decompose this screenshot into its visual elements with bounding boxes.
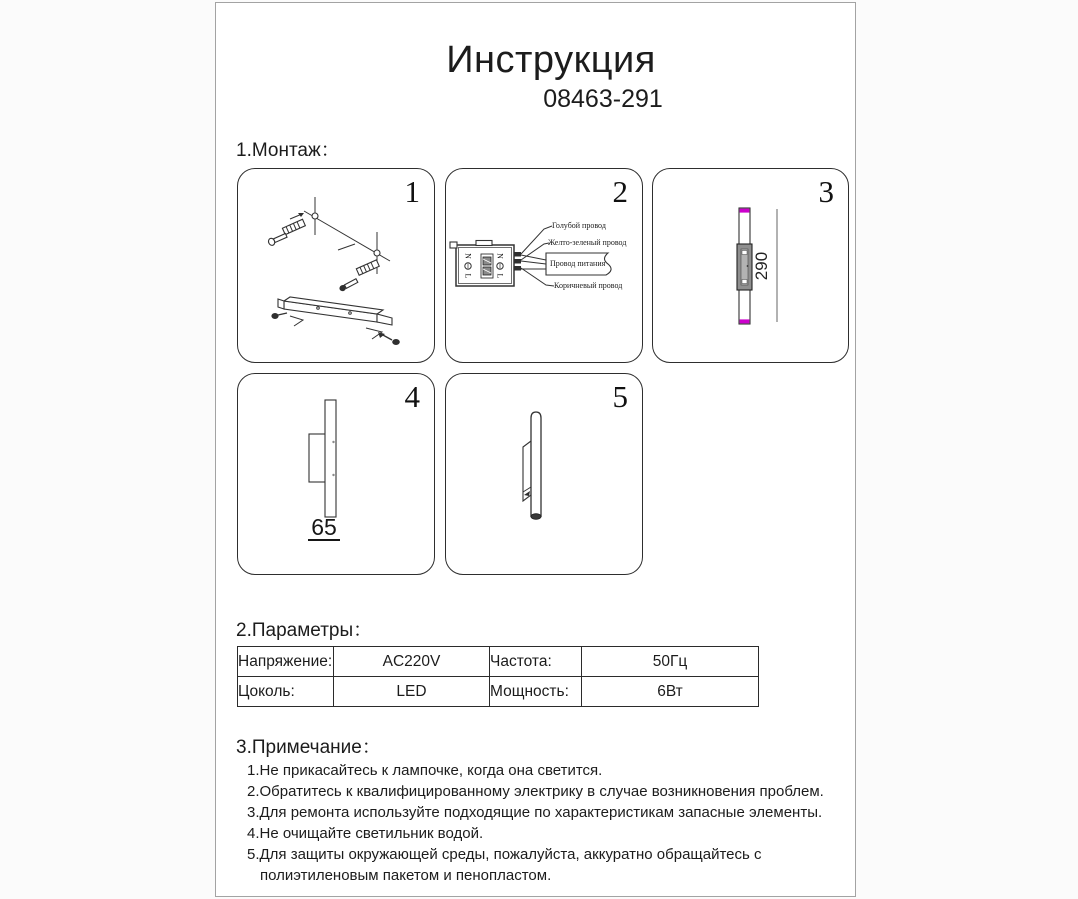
note-item: 1.Не прикасайтесь к лампочке, когда она светится.: [247, 762, 603, 779]
panel-assembled-step5: [445, 373, 643, 575]
dimension-65: 65: [308, 515, 340, 541]
notes-list: [247, 760, 832, 886]
panel-number: 2: [612, 174, 628, 209]
dimension-290: 290: [752, 251, 771, 281]
panel-dimension-step3: [652, 168, 849, 363]
panel-number: 5: [612, 379, 628, 414]
instruction-page: [215, 2, 856, 897]
model-number: 08463-291: [543, 85, 663, 113]
terminal-n-right: N: [495, 253, 505, 259]
panel-number: 1: [404, 174, 420, 209]
terminal-l-right: L: [495, 273, 505, 279]
section-params-label: 2.Параметры：: [236, 620, 373, 641]
param-value: 50Гц: [582, 647, 759, 677]
parameters-table: [237, 646, 759, 707]
section-notes-label: 3.Примечание：: [236, 737, 381, 758]
param-value: AC220V: [334, 647, 490, 677]
yellow-green-wire-label: Желто-зеленый провод: [548, 238, 627, 247]
param-label: Частота:: [490, 647, 582, 677]
page-title: Инструкция: [446, 39, 656, 81]
param-label: Мощность:: [490, 677, 582, 707]
note-item: 4.Не очищайте светильник водой.: [247, 825, 484, 842]
table-row: [238, 647, 759, 677]
note-item: 2.Обратитесь к квалифицированному электрику в случае возникновения проблем.: [247, 783, 824, 800]
panel-mounting-step1: [237, 168, 435, 363]
table-row: [238, 677, 759, 707]
panel-wiring-step2: [445, 168, 643, 363]
param-value: 6Вт: [582, 677, 759, 707]
param-label: Напряжение:: [238, 647, 334, 677]
terminal-n-left: N: [463, 253, 473, 259]
brown-wire-label: Коричневый провод: [554, 281, 623, 290]
blue-wire-label: Голубой провод: [552, 221, 606, 230]
power-cord-label: Провод питания: [550, 259, 606, 268]
panel-number: 4: [404, 379, 420, 414]
note-item: 5.Для защиты окружающей среды, пожалуйста, аккуратно обращайтесь с полиэтиленовым пакетом и пенопластом.: [247, 846, 762, 884]
section-montage-label: 1.Монтаж：: [236, 140, 340, 161]
panel-number: 3: [818, 174, 834, 209]
param-label: Цоколь:: [238, 677, 334, 707]
panel-dimension-step4: [237, 373, 435, 575]
terminal-l-left: L: [463, 273, 473, 279]
param-value: LED: [334, 677, 490, 707]
note-item: 3.Для ремонта используйте подходящие по характеристикам запасные элементы.: [247, 804, 823, 821]
